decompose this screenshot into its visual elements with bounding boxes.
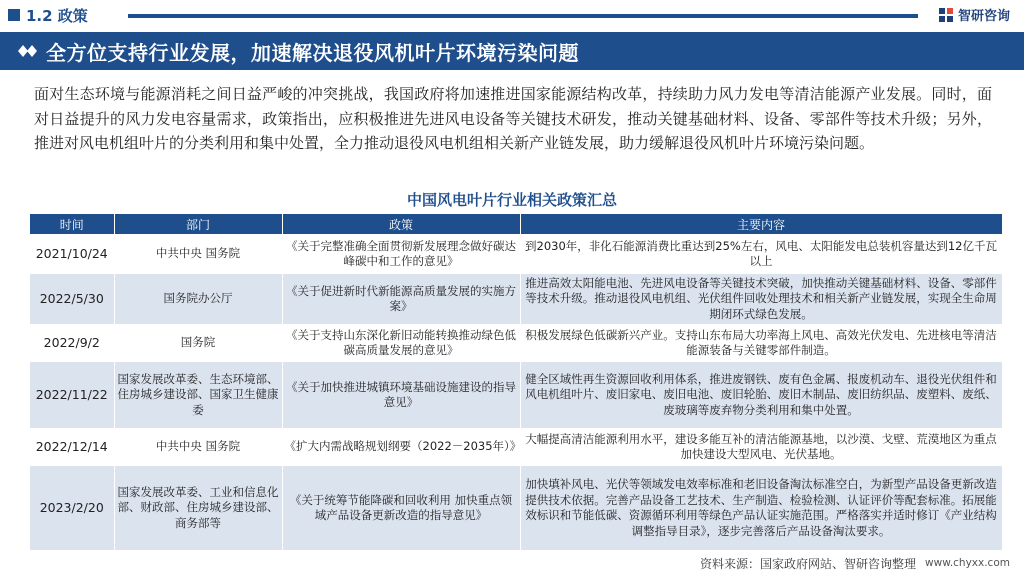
cell-policy: 《关于加快推进城镇环境基础设施建设的指导意见》 [282, 362, 520, 428]
site-url: www.chyxx.com [925, 557, 1010, 569]
brand-logo-icon [938, 7, 954, 23]
header-divider [128, 14, 918, 18]
table-caption: 中国风电叶片行业相关政策汇总 [406, 191, 617, 209]
cell-policy: 《关于促进新时代新能源高质量发展的实施方案》 [282, 274, 520, 324]
table-row [30, 362, 1002, 428]
cell-date: 2022/12/14 [30, 428, 114, 466]
cell-content: 积极发展绿色低碳新兴产业。支持山东布局大功率海上风电、高效光伏发电、先进核电等清洁能源装备与关键零部件制造。 [520, 324, 1002, 362]
table-header-row [30, 214, 1002, 234]
table-row [30, 274, 1002, 324]
source-note: 资料来源：国家政府网站、智研咨询整理 [699, 557, 916, 571]
cell-content: 加快填补风电、光伏等领域发电效率标准和老旧设备淘汰标准空白，为新型产品设备更新改造提供技术依据。完善产品设备工艺技术、生产制造、检验检测、认证评价等配套标准。拓展能效标识和节能低碳、资源循环利用等绿色产品认证实施范围。严格落实并适时修订《产业结构调整指导目录》，逐步完善落后产品设备淘汰要求。 [520, 466, 1002, 550]
cell-content: 到2030年，非化石能源消费比重达到25%左右，风电、太阳能发电总装机容量达到12亿千瓦以上 [520, 234, 1002, 274]
cell-policy: 《关于支持山东深化新旧动能转换推动绿色低碳高质量发展的意见》 [282, 324, 520, 362]
cell-policy: 《关于统筹节能降碳和回收利用 加快重点领域产品设备更新改造的指导意见》 [282, 466, 520, 550]
cell-content: 推进高效太阳能电池、先进风电设备等关键技术突破，加快推动关键基础材料、设备、零部件等技术升级。推动退役风电机组、光伏组件回收处理技术和相关新产业链发展，实现全生命周期闭环式绿色发展。 [520, 274, 1002, 324]
header-dept: 部门 [114, 214, 282, 234]
cell-dept: 国务院 [114, 324, 282, 362]
section-label: 1.2 政策 [26, 6, 88, 25]
cell-dept: 中共中央 国务院 [114, 234, 282, 274]
cell-date: 2021/10/24 [30, 234, 114, 274]
header-date: 时间 [30, 214, 114, 234]
section-square-icon [8, 9, 20, 21]
cell-dept: 中共中央 国务院 [114, 428, 282, 466]
banner-title: 全方位支持行业发展，加速解决退役风机叶片环境污染问题 [46, 40, 579, 65]
policy-table [30, 214, 1003, 550]
title-banner [0, 32, 1024, 70]
cell-date: 2022/11/22 [30, 362, 114, 428]
table-row [30, 466, 1002, 550]
cell-date: 2022/5/30 [30, 274, 114, 324]
cell-dept: 国家发展改革委、生态环境部、住房城乡建设部、国家卫生健康委 [114, 362, 282, 428]
brand-name: 智研咨询 [957, 9, 1010, 24]
intro-paragraph: 面对生态环境与能源消耗之间日益严峻的冲突挑战，我国政府将加速推进国家能源结构改革，持续助力风力发电等清洁能源产业发展。同时，面对日益提升的风力发电容量需求，政策指出，应积极推进先进风电设备等关键技术研发，推动关键基础材料、设备、零部件等技术升级；另外，推进对风电机组叶片的分类利用和集中处置，全力推动退役风电机组相关新产业链发展，助力缓解退役风机叶片环境污染问题。 [34, 85, 992, 152]
diamond-bullet-icon [18, 44, 40, 58]
table-row [30, 324, 1002, 362]
cell-dept: 国务院办公厅 [114, 274, 282, 324]
cell-date: 2023/2/20 [30, 466, 114, 550]
cell-policy: 《关于完整准确全面贯彻新发展理念做好碳达峰碳中和工作的意见》 [282, 234, 520, 274]
top-header [0, 0, 1024, 30]
brand [938, 5, 1010, 24]
table-row [30, 234, 1002, 274]
cell-content: 大幅提高清洁能源利用水平，建设多能互补的清洁能源基地，以沙漠、戈壁、荒漠地区为重点加快建设大型风电、光伏基地。 [520, 428, 1002, 466]
table-row [30, 428, 1002, 466]
header-policy: 政策 [282, 214, 520, 234]
section-tag [8, 4, 88, 26]
cell-date: 2022/9/2 [30, 324, 114, 362]
cell-content: 健全区域性再生资源回收利用体系，推进废钢铁、废有色金属、报废机动车、退役光伏组件和风电机组叶片、废旧家电、废旧电池、废旧轮胎、废旧木制品、废旧纺织品、废塑料、废纸、废玻璃等废弃物分类利用和集中处置。 [520, 362, 1002, 428]
cell-policy: 《扩大内需战略规划纲要（2022－2035年）》 [282, 428, 520, 466]
header-content: 主要内容 [520, 214, 1002, 234]
cell-dept: 国家发展改革委、工业和信息化部、财政部、住房城乡建设部、商务部等 [114, 466, 282, 550]
